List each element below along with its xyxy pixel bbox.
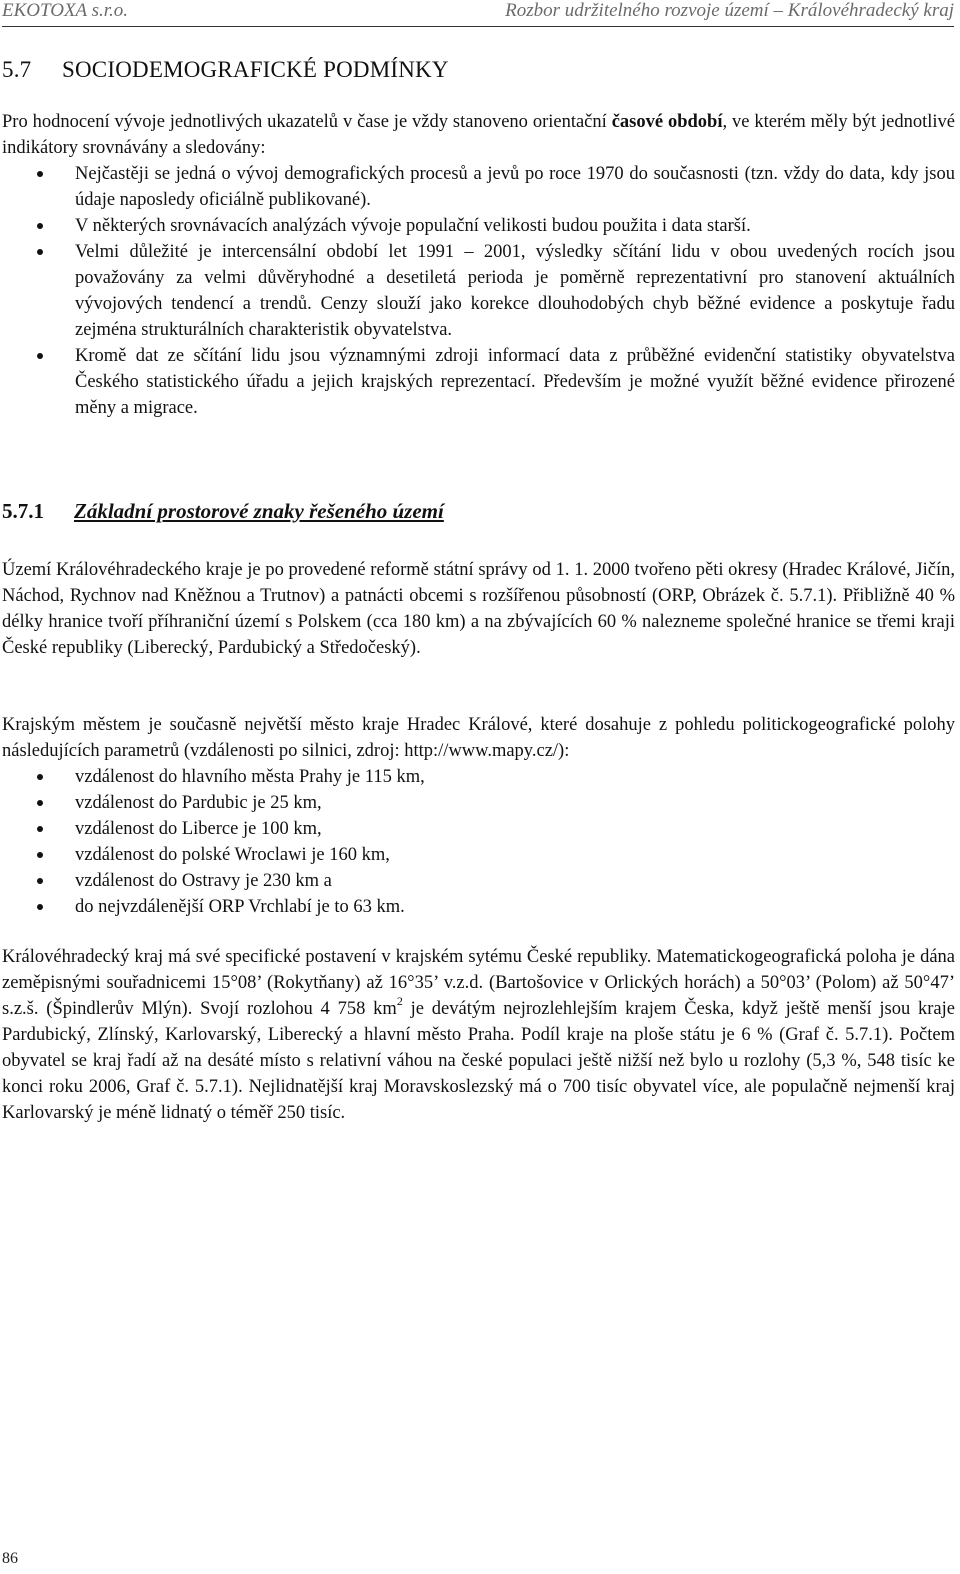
superscript: 2 <box>396 993 403 1008</box>
list-item: do nejvzdálenější ORP Vrchlabí je to 63 km. <box>2 894 955 920</box>
list-item: vzdálenost do Liberce je 100 km, <box>2 816 955 842</box>
list-item: vzdálenost do hlavního města Prahy je 115 km, <box>2 764 955 790</box>
subsection-paragraph-1 <box>2 557 955 661</box>
header-document-title: Rozbor udržitelného rozvoje území – Královéhradecký kraj <box>505 0 954 21</box>
paragraph-text <box>2 944 955 1126</box>
para3-text-end: je devátým nejrozlehlejším krajem Česka, když ještě menší jsou kraje Pardubický, Zlínský, Karlovarský, Liberecký a hlavní město Praha. Podíl kraje na ploše státu je 6 % (Graf č. 5.7.1). Počtem obyvatel se kraj řadí až na desáté místo s relativní váhou na české populaci ještě nižší než bylo u rozlohy (5,3 %, 548 tisíc ke konci roku 2006, Graf č. 5.7.1). Nejlidnatější kraj Moravskoslezský má o 700 tisíc obyvatel více, ale populačně nejmenší kraj Karlovarský je méně lidnatý o téměř 250 tisíc. <box>2 999 955 1123</box>
intro-emphasis: časové období <box>611 112 723 132</box>
list-item: V některých srovnávacích analýzách vývoje populační velikosti budou použita i data starší. <box>2 213 955 239</box>
paragraph-text: Krajským městem je současně největší město kraje Hradec Králové, které dosahuje z pohledu politickogeografické polohy následujících parametrů (vzdálenosti po silnici, zdroj: http://www.mapy.cz/): <box>2 715 955 761</box>
list-item: vzdálenost do polské Wroclawi je 160 km, <box>2 842 955 868</box>
criteria-list <box>2 161 955 421</box>
subsection-paragraph-3 <box>2 944 955 1126</box>
intro-paragraph <box>2 109 955 161</box>
intro-text-end: , ve kterém měly být jednotlivé indikátory srovnávány a sledovány: <box>2 112 956 158</box>
list-item: Nejčastěji se jedná o vývoj demografických procesů a jevů po roce 1970 do současnosti (tzn. vždy do data, kdy jsou údaje naposledy oficiálně publikované). <box>2 161 955 213</box>
subsection-heading <box>2 498 444 524</box>
page-header <box>2 0 954 27</box>
list-item: vzdálenost do Ostravy je 230 km a <box>2 868 955 894</box>
section-title: SOCIODEMOGRAFICKÉ PODMÍNKY <box>62 57 449 82</box>
section-heading <box>2 56 449 84</box>
distance-list <box>2 764 955 920</box>
paragraph-text: Území Královéhradeckého kraje je po provedené reformě státní správy od 1. 1. 2000 tvořeno pěti okresy (Hradec Králové, Jičín, Náchod, Rychnov nad Kněžnou a Trutnov) a patnácti obcemi s rozšířenou působností (ORP, Obrázek č. 5.7.1). Přibližně 40 % délky hranice tvoří příhraniční území s Polskem (cca 180 km) a na zbývajících 60 % nalezneme společné hranice se třemi kraji České republiky (Liberecký, Pardubický a Středočeský). <box>2 560 955 658</box>
header-company: EKOTOXA s.r.o. <box>2 0 128 21</box>
subsection-number: 5.7.1 <box>2 499 44 523</box>
list-item: Velmi důležité je intercensální období let 1991 – 2001, výsledky sčítání lidu v obou uvedených rocích jsou považovány za velmi důvěryhodné a desetiletá perioda je poměrně reprezentativní pro stanovení aktuálních vývojových tendencí a trendů. Cenzy slouží jako korekce dlouhodobých chyb běžné evidence a poskytuje řadu zejména strukturálních charakteristik obyvatelstva. <box>2 239 955 343</box>
list-item: vzdálenost do Pardubic je 25 km, <box>2 790 955 816</box>
section-intro-block <box>2 109 955 421</box>
subsection-title: Základní prostorové znaky řešeného území <box>74 499 444 523</box>
intro-text: Pro hodnocení vývoje jednotlivých ukazatelů v čase je vždy stanoveno orientační <box>2 112 612 132</box>
section-number: 5.7 <box>2 57 32 82</box>
subsection-paragraph-2 <box>2 712 955 920</box>
page-number: 86 <box>2 1550 18 1567</box>
list-item: Kromě dat ze sčítání lidu jsou významnými zdroji informací data z průběžné evidenční statistiky obyvatelstva Českého statistického úřadu a jejich krajských reprezentací. Především je možné využít běžné evidence přirozené měny a migrace. <box>2 343 955 421</box>
para3-text: Královéhradecký kraj má své specifické postavení v krajském sytému České republiky. Matematickogeografická poloha je dána zeměpisnými souřadnicemi 15°08’ (Rokytňany) až 16°35’ v.z.d. (Bartošovice v Orlických horách) a 50°03’ (Polom) až 50°47’ s.z.š. (Špindlerův Mlýn). Svojí rozlohou 4 758 km <box>2 947 955 1019</box>
